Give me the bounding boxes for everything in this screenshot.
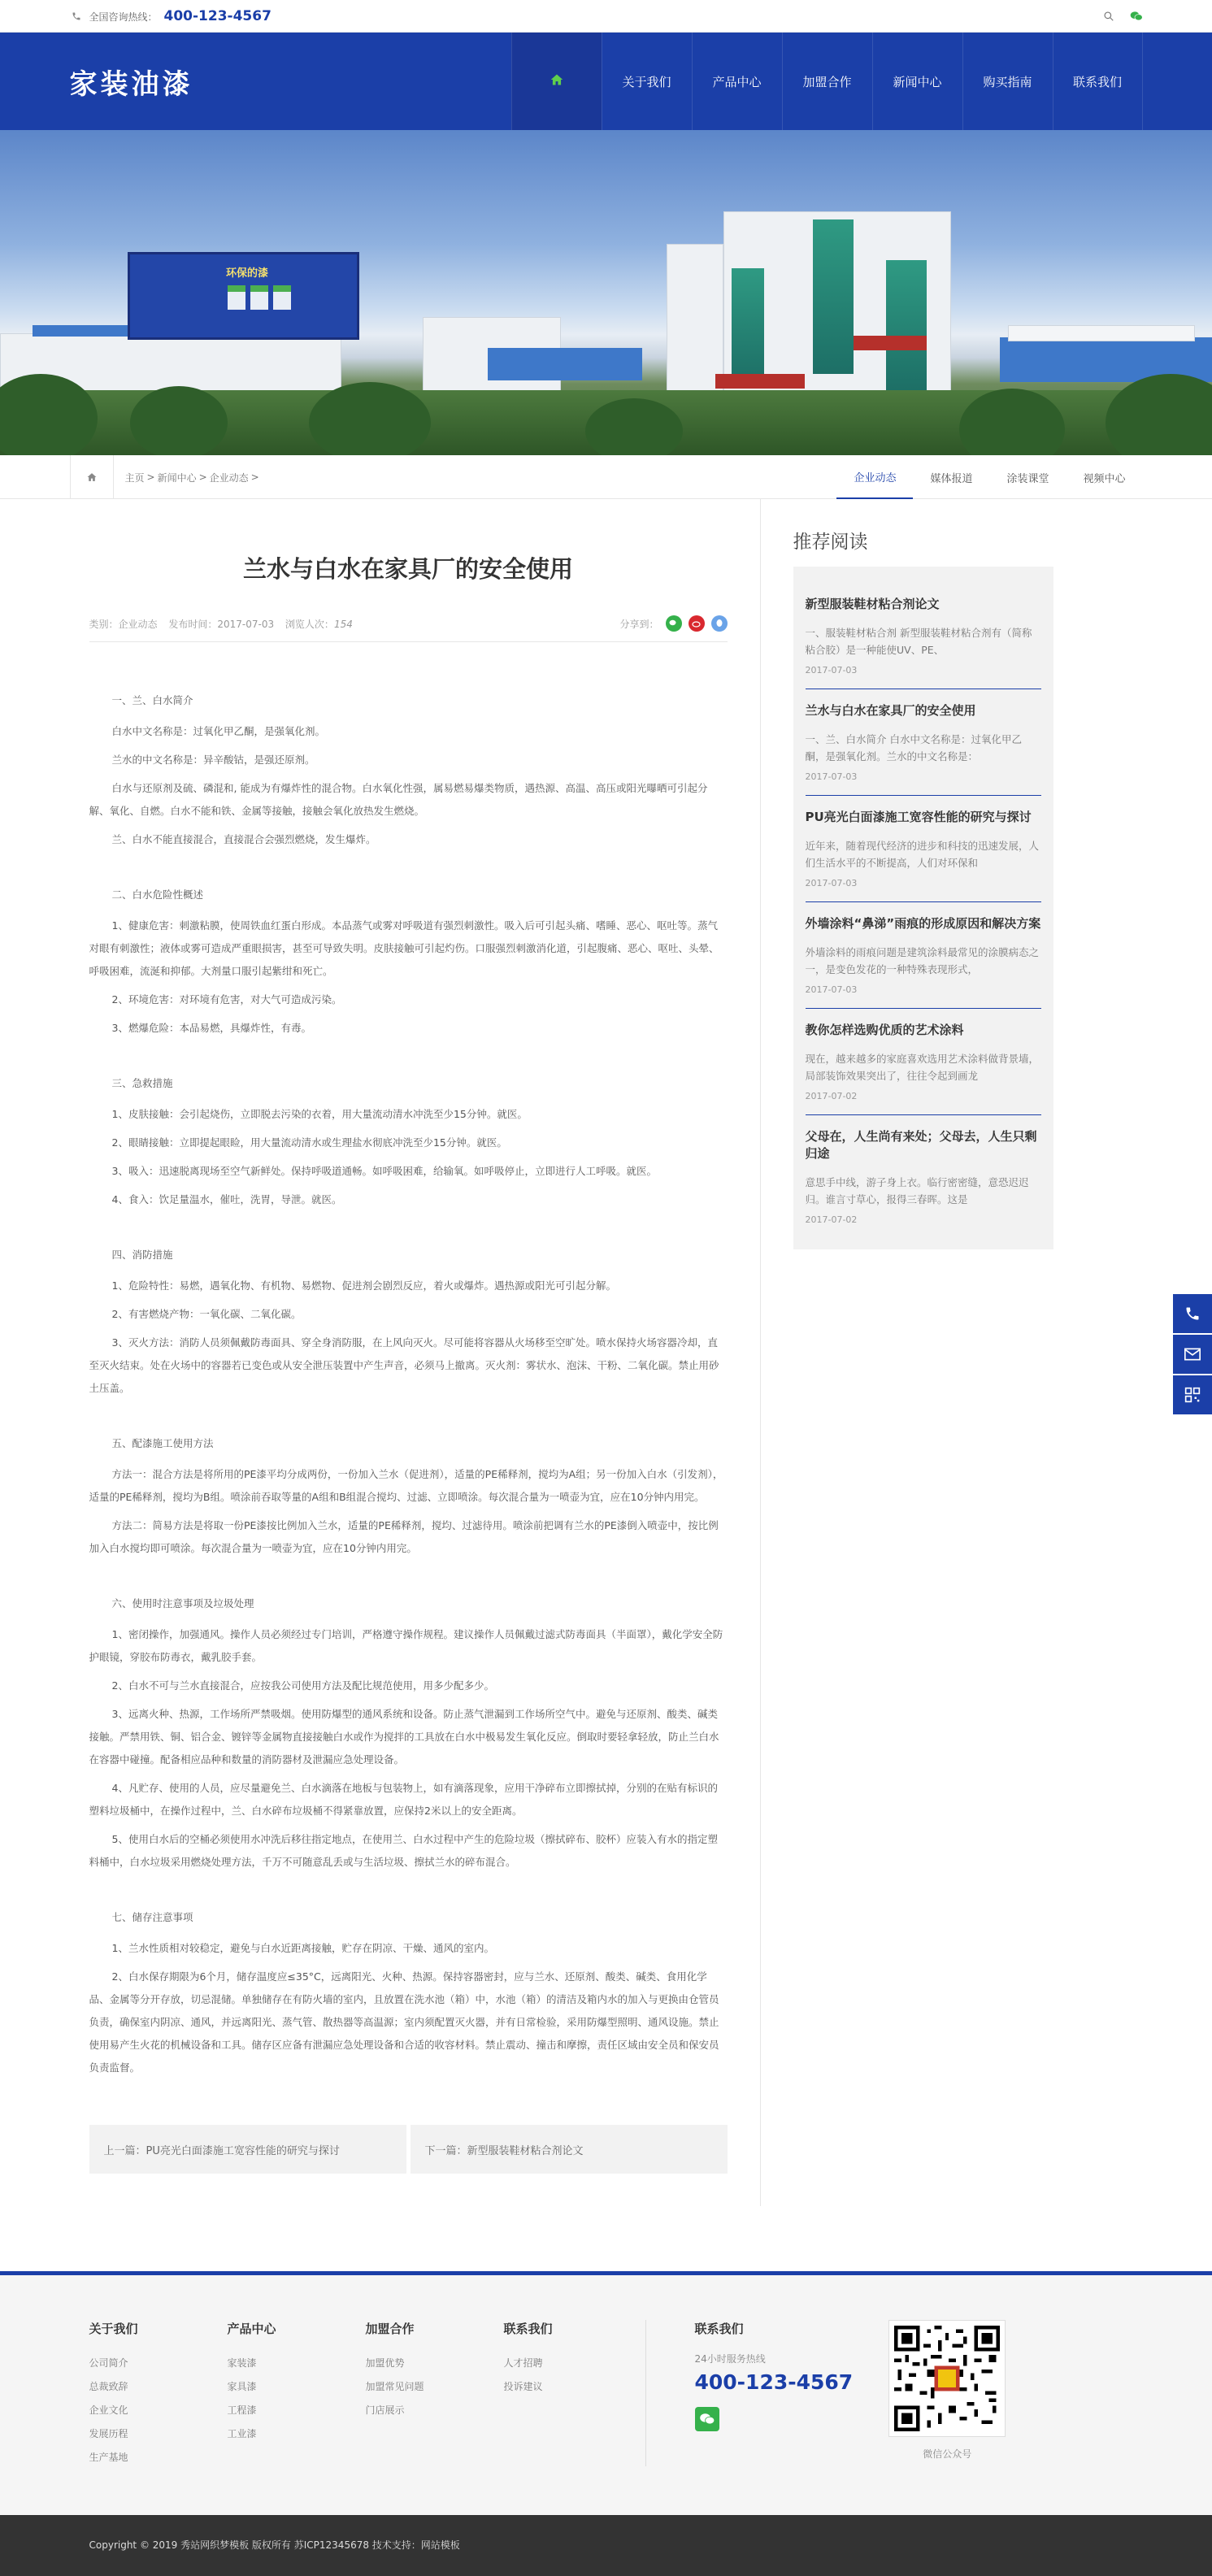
billboard-text: 环保的漆 [226,267,269,280]
section-paragraph: 4、食入：饮足量温水，催吐，洗胃，导泄。就医。 [111,1193,342,1205]
tab-company-news[interactable]: 企业动态 [836,455,913,499]
section-paragraph: 1、危险特性：易燃，遇氧化物、有机物、易燃物、促进剂会剧烈反应，着火或爆炸。遇热源或阳光可引起分解。 [111,1279,616,1292]
hotline-label: 全国咨询热线： [89,11,158,23]
recommended-item[interactable] [806,902,1041,1009]
section-paragraph: 兰水的中文名称是：异辛酸钴，是强还原剂。 [111,754,315,766]
sidebar [793,499,1053,2206]
article-section [89,1244,728,1400]
article-section [89,1072,728,1211]
home-icon [550,73,564,89]
float-qrcode-icon[interactable] [1173,1375,1212,1414]
breadcrumb-home-icon[interactable] [70,455,114,499]
section-paragraph: 2、环境危害：对环境有危害，对大气可造成污染。 [111,993,342,1006]
footer-link[interactable]: 企业文化 [89,2404,128,2416]
header [0,33,1212,130]
footer-link[interactable]: 发展历程 [89,2428,128,2439]
meta-views-label: 浏览人次： [285,618,334,630]
section-paragraph: 白水中文名称是：过氧化甲乙酮，是强氧化剂。 [111,725,326,737]
floating-toolbar [1173,1294,1212,1416]
footer-link[interactable]: 工业漆 [227,2428,257,2439]
article-section [89,689,728,851]
section-paragraph: 5、使用白水后的空桶必须使用水冲洗后移往指定地点，在使用兰、白水过程中产生的危险垃圾（擦拭碎布、胶杯）应装入有水的指定塑料桶中，白水垃圾采用燃烧处理方法，千万不可随意乱丢或与生活垃圾、擦拭兰水的碎布混合。 [89,1833,718,1868]
nav-guide[interactable]: 购买指南 [962,33,1053,130]
billboard [128,252,359,340]
breadcrumb: 主页 > 新闻中心 > 企业动态 > [70,455,262,499]
section-heading: 四、消防措施 [111,1249,173,1261]
footer-col-title: 关于我们 [89,2322,138,2336]
recommended-item-desc: 一、服装鞋材粘合剂 新型服装鞋材粘合剂有（简称粘合胶）是一种能使UV、PE、 [805,627,1032,656]
phone-icon [70,10,83,23]
nav-products[interactable]: 产品中心 [692,33,782,130]
copyright-text: Copyright © 2019 秀站网织梦模板 版权所有 苏ICP12345678 技术支持：网站模板 [89,2539,460,2551]
recommended-item-date: 2017-07-03 [805,665,858,675]
article-section [89,1432,728,1560]
article-title: 兰水与白水在家具厂的安全使用 [242,555,573,583]
footer-col-title: 加盟合作 [365,2322,415,2336]
section-paragraph: 白水与还原剂及硫、磷混和, 能成为有爆炸性的混合物。白水氧化性强，属易燃易爆类物质，遇热源、高温、高压或阳光曝晒可引起分解、氧化、自燃。白水不能和铁、金属等接触，接触会氧化放热发生燃烧。 [89,782,708,817]
recommended-item-desc: 一、兰、白水简介 白水中文名称是：过氧化甲乙酮，是强氧化剂。兰水的中文名称是： [805,733,1022,762]
article-meta [89,615,728,642]
next-article-link[interactable]: 下一篇：新型服装鞋材粘合剂论文 [411,2125,728,2174]
share-wechat-icon[interactable] [666,615,682,632]
share-bar [619,615,727,632]
top-bar [0,0,1212,33]
recommended-item-desc: 外墙涂料的雨痕问题是建筑涂料最常见的涂膜病态之一，是变色发花的一种特殊表现形式， [805,946,1040,975]
footer-link[interactable]: 人才招聘 [503,2357,543,2369]
footer-contact-title: 联系我们 [694,2322,744,2336]
section-paragraph: 3、灭火方法：消防人员须佩戴防毒面具、穿全身消防服，在上风向灭火。尽可能将容器从火场移至空旷处。喷水保持火场容器冷却，直至灭火结束。处在火场中的容器若已变色或从安全泄压装置中产生声音，必须马上撤离。灭火剂：雾状水、泡沫、干粉、二氧化碳。禁止用砂土压盖。 [89,1336,719,1394]
wechat-icon[interactable] [1130,10,1143,23]
nav-contact[interactable]: 联系我们 [1053,33,1143,130]
float-mail-icon[interactable] [1173,1335,1212,1374]
article-section [89,884,728,1040]
section-heading: 三、急救措施 [111,1077,173,1089]
footer-link[interactable]: 加盟常见问题 [365,2381,424,2392]
breadcrumb-item-category[interactable]: 企业动态 [209,471,249,484]
banner-image [0,130,1212,455]
article-body [89,642,728,2079]
recommended-item-desc: 意思手中线，游子身上衣。临行密密缝，意恐迟迟归。谁言寸草心，报得三春晖。这是 [805,1176,1029,1205]
share-qq-icon[interactable] [711,615,728,632]
tab-coating-class[interactable]: 涂装课堂 [1006,472,1049,485]
search-icon[interactable] [1102,10,1115,23]
article-section [89,1592,728,1874]
recommended-item[interactable] [806,689,1041,796]
footer-link[interactable]: 工程漆 [227,2404,257,2416]
recommended-item-title[interactable]: 兰水与白水在家具厂的安全使用 [805,703,976,718]
hotline-number: 400-123-4567 [163,8,272,24]
footer-hotline-number: 400-123-4567 [694,2370,854,2394]
section-heading: 五、配漆施工使用方法 [111,1437,214,1449]
section-paragraph: 2、白水不可与兰水直接混合，应按我公司使用方法及配比规范使用，用多少配多少。 [111,1679,494,1692]
recommended-item-title[interactable]: 父母在，人生尚有来处；父母去，人生只剩归途 [805,1129,1037,1161]
footer-link[interactable]: 家具漆 [227,2381,257,2392]
section-paragraph: 兰、白水不能直接混合，直接混合会强烈燃烧，发生爆炸。 [111,833,376,845]
recommended-item-title[interactable]: 教你怎样选购优质的艺术涂料 [805,1023,964,1037]
breadcrumb-item-home[interactable]: 主页 [124,471,145,484]
section-paragraph: 1、皮肤接触：会引起烧伤，立即脱去污染的衣着，用大量流动清水冲洗至少15分钟。就医。 [111,1108,528,1120]
section-paragraph: 2、眼睛接触：立即提起眼睑，用大量流动清水或生理盐水彻底冲洗至少15分钟。就医。 [111,1136,507,1149]
share-weibo-icon[interactable] [689,615,705,632]
section-heading: 二、白水危险性概述 [111,888,204,901]
article-section [89,1906,728,2079]
footer-col-title: 产品中心 [227,2322,276,2336]
recommended-item[interactable] [806,1115,1041,1238]
footer-contact [695,2320,854,2470]
hotline [70,8,272,24]
footer-qrcode [888,2320,1006,2470]
footer-hotline-label: 24小时服务热线 [694,2353,766,2365]
main-nav [511,33,1143,130]
tab-media-reports[interactable]: 媒体报道 [930,472,973,485]
footer-link[interactable]: 家装漆 [227,2357,257,2369]
section-paragraph: 2、白水保存期限为6个月，储存温度应≤35°C，远离阳光、火种、热源。保持容器密封，应与兰水、还原剂、酸类、碱类、食用化学品、金属等分开存放，切忌混储。单独储存在有防火墙的室内，且放置在洗水池（箱）中，水池（箱）的清洁及箱内水的加入与更换由仓管员负责，确保室内阴凉、通风，并远离阳光、蒸气管、散热器等高温源；室内须配置灭火器，并有日常检验，采用防爆型照明、通风设施。禁止使用易产生火花的机械设备和工具。储存区应备有泄漏应急处理设备和合适的收容材料。禁止震动、撞击和摩擦，责任区域由安全员和保安员负责监督。 [89,1970,719,2074]
copyright-bar [0,2515,1212,2576]
footer-link[interactable]: 投诉建议 [503,2381,543,2392]
qrcode-caption: 微信公众号 [923,2448,972,2460]
recommended-list [793,567,1053,1249]
qrcode-image [888,2320,1006,2437]
float-phone-icon[interactable] [1173,1294,1212,1333]
nav-news[interactable]: 新闻中心 [872,33,962,130]
recommended-item-title[interactable]: 外墙涂料“鼻涕”雨痕的形成原因和解决方案 [805,916,1041,931]
footer-link[interactable]: 生产基地 [89,2452,128,2463]
footer-link[interactable]: 门店展示 [365,2404,405,2416]
nav-home[interactable] [511,33,602,130]
section-paragraph: 4、凡贮存、使用的人员，应尽量避免兰、白水滴落在地板与包装物上，如有滴落现象，应用干净碎布立即擦拭掉，分别的在贴有标识的塑料垃圾桶中，在操作过程中，兰、白水碎布垃圾桶不得紧靠放置，应保持2米以上的安全距离。 [89,1782,718,1817]
breadcrumb-item-news[interactable]: 新闻中心 [157,471,197,484]
footer-col-about [89,2320,228,2470]
share-label: 分享到： [619,618,659,630]
footer-col-products [228,2320,366,2470]
recommended-item-date: 2017-07-02 [805,1214,858,1225]
section-heading: 七、储存注意事项 [111,1911,193,1923]
section-paragraph: 1、兰水性质相对较稳定，避免与白水近距离接触，贮存在阴凉、干燥、通风的室内。 [111,1942,494,1954]
section-paragraph: 3、远离火种、热源，工作场所严禁吸烟。使用防爆型的通风系统和设备。防止蒸气泄漏到工作场所空气中。避免与还原剂、酸类、碱类接触。严禁用铁、铜、铝合金、镀锌等金属物直接接触白水或作为搅拌的工具放在白水中极易发生氧化反应。倒取时要轻拿轻放，防止兰白水在容器中碰撞。配备相应品种和数量的消防器材及泄漏应急处理设备。 [89,1708,719,1766]
section-paragraph: 2、有害燃烧产物：一氧化碳、二氧化碳。 [111,1308,302,1320]
footer-link[interactable]: 公司简介 [89,2357,128,2369]
recommended-item-date: 2017-07-02 [805,1091,858,1101]
breadcrumb-bar [0,455,1212,499]
category-tabs [836,455,1142,499]
tab-video-center[interactable]: 视频中心 [1083,472,1126,485]
section-paragraph: 方法二：简易方法是将取一份PE漆按比例加入兰水，适量的PE稀释剂，搅均、过滤待用。喷涂前把调有兰水的PE漆倒入喷壶中，按比例加入白水搅均即可喷涂。每次混合量为一喷壶为宜，应在10分钟内用完。 [89,1519,719,1554]
meta-date: 发布时间：2017-07-03 [168,618,275,630]
article [70,499,761,2206]
section-paragraph: 3、吸入：迅速脱离现场至空气新鲜处。保持呼吸道通畅。如呼吸困难，给输氧。如呼吸停止，立即进行人工呼吸。就医。 [111,1165,657,1177]
sidebar-title: 推荐阅读 [793,532,868,553]
footer-col-contact [504,2320,642,2470]
footer-link[interactable]: 总裁致辞 [89,2381,128,2392]
recommended-item-date: 2017-07-03 [805,771,858,782]
nav-about[interactable]: 关于我们 [602,33,692,130]
meta-category: 类别：企业动态 [89,618,158,630]
meta-views: 154 [333,618,353,630]
recommended-item[interactable] [806,583,1041,689]
prev-article-link[interactable]: 上一篇：PU亮光白面漆施工宽容性能的研究与探讨 [89,2125,406,2174]
section-heading: 一、兰、白水简介 [111,694,193,706]
recommended-item-desc: 现在，越来越多的家庭喜欢选用艺术涂料做背景墙，局部装饰效果突出了，往往令起到画龙 [805,1053,1040,1082]
nav-franchise[interactable]: 加盟合作 [782,33,872,130]
section-heading: 六、使用时注意事项及垃圾处理 [111,1597,254,1609]
recommended-item-title[interactable]: PU亮光白面漆施工宽容性能的研究与探讨 [805,810,1032,824]
section-paragraph: 方法一：混合方法是将所用的PE漆平均分成两份，一份加入兰水（促进剂），适量的PE稀释剂，搅均为A组；另一份加入白水（引发剂），适量的PE稀释剂，搅均为B组。喷涂前吞取等量的A组和B组混合搅均、过滤、立即喷涂。每次混合量为一喷壶为宜，应在10分钟内用完。 [89,1468,723,1503]
recommended-item-title[interactable]: 新型服装鞋材粘合剂论文 [805,597,940,611]
footer-wechat-icon[interactable] [695,2407,719,2431]
footer [0,2271,1212,2515]
recommended-item[interactable] [806,796,1041,902]
recommended-item-date: 2017-07-03 [805,878,858,888]
section-paragraph: 1、密闭操作，加强通风。操作人员必须经过专门培训，严格遵守操作规程。建议操作人员佩戴过滤式防毒面具（半面罩），戴化学安全防护眼镜，穿胶布防毒衣，戴乳胶手套。 [89,1628,723,1663]
footer-col-franchise [366,2320,504,2470]
recommended-item-date: 2017-07-03 [805,984,858,995]
recommended-item[interactable] [806,1009,1041,1115]
section-paragraph: 1、健康危害：刺激粘膜，使周铁血红蛋白形成。本品蒸气或雾对呼吸道有强烈刺激性。吸入后可引起头痛、嗜睡、恶心、呕吐等。蒸气对眼有刺激性；液体或雾可造成严重眼损害，甚至可导致失明。皮肤接触可引起灼伤。口服强烈刺激消化道，引起腹痛、恶心、呕吐、头晕、呼吸困难，流涎和抑郁。大剂量口服引起紫绀和死亡。 [89,919,719,977]
recommended-item-desc: 近年来，随着现代经济的进步和科技的迅速发展，人们生活水平的不断提高，人们对环保和 [805,840,1040,869]
footer-col-title: 联系我们 [503,2322,553,2336]
section-paragraph: 3、燃爆危险：本品易燃，具爆炸性，有毒。 [111,1022,311,1034]
site-logo[interactable]: 家装油漆 [69,67,193,101]
prev-next-nav [89,2125,728,2174]
footer-link[interactable]: 加盟优势 [365,2357,405,2369]
